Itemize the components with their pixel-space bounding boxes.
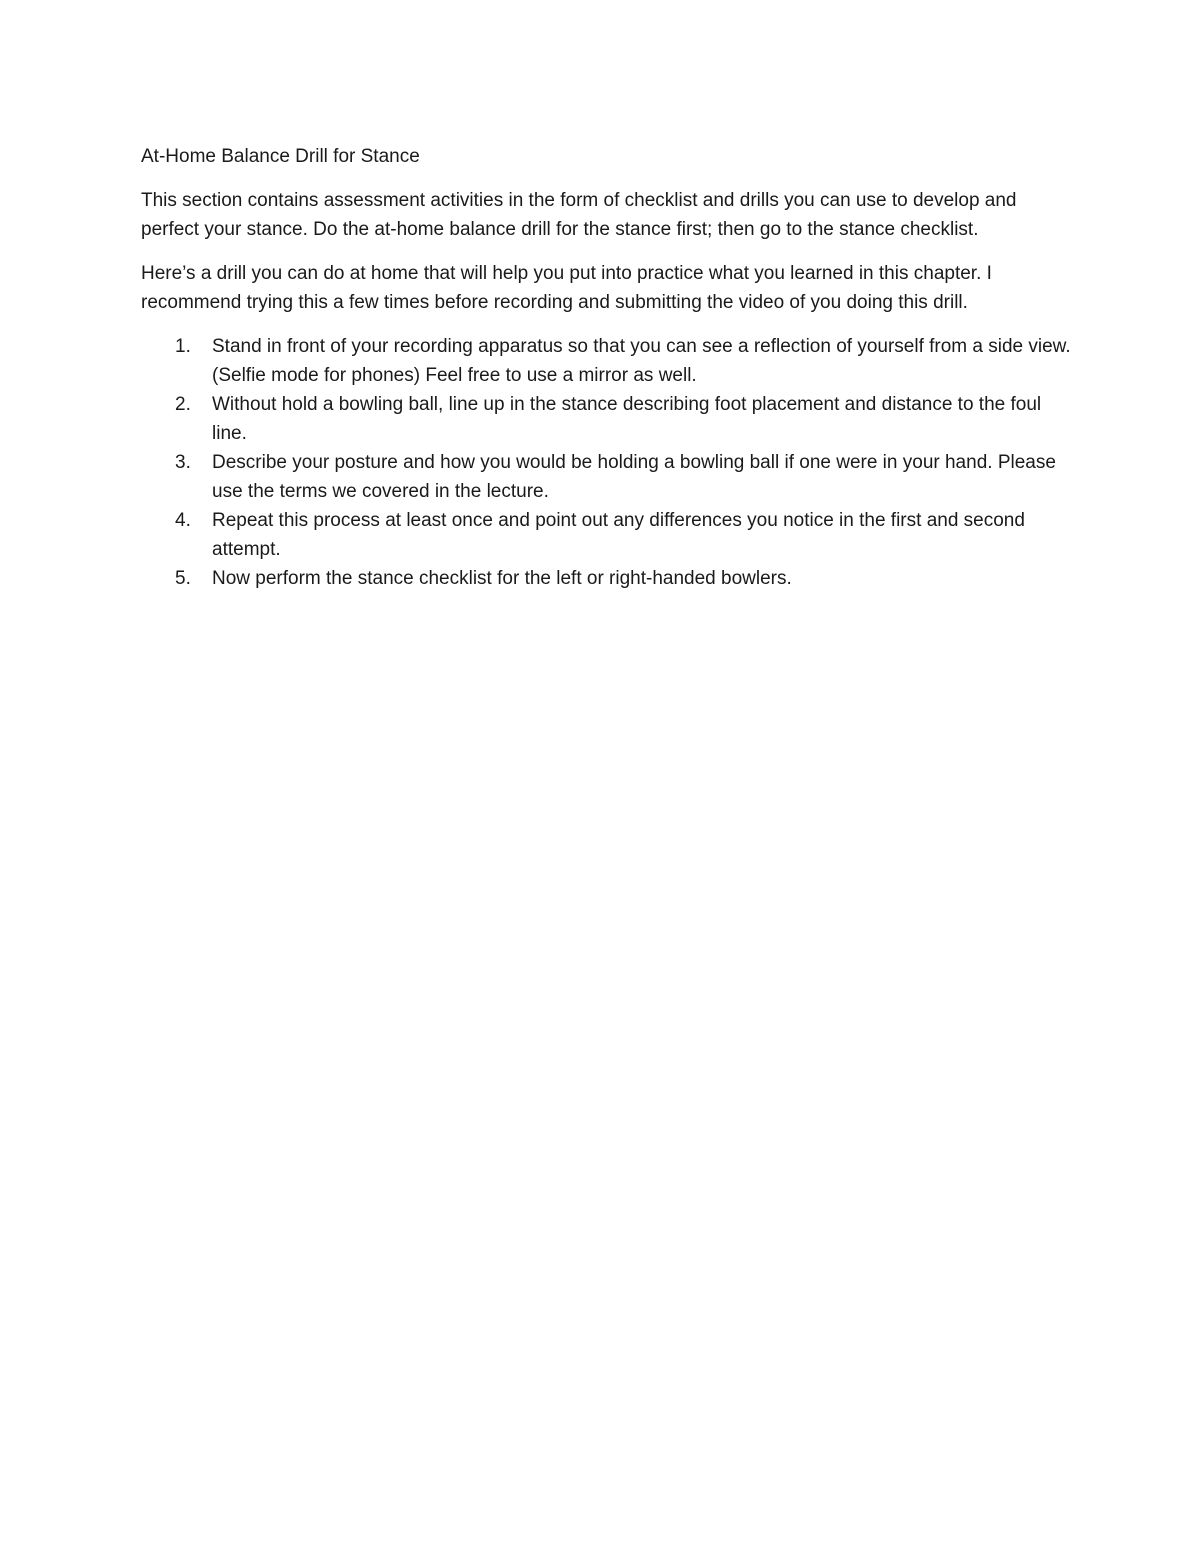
drill-intro-paragraph: Here’s a drill you can do at home that will help you put into practice what you learned in this chapter. I recommend trying this a few times before recording and submitting the video of you doing this drill. [141,263,992,313]
list-item-number: 5. [175,568,191,589]
document-body [141,142,1071,593]
document-title: At-Home Balance Drill for Stance [141,146,420,167]
list-item [141,506,1071,564]
list-item [141,448,1071,506]
list-item-text: Stand in front of your recording apparatus so that you can see a reflection of yourself from a side view. (Selfie mode for phones) Feel free to use a mirror as well. [212,336,1071,386]
list-item-number: 4. [175,510,191,531]
list-item-number: 2. [175,394,191,415]
intro-paragraph: This section contains assessment activities in the form of checklist and drills you can use to develop and perfect your stance. Do the at-home balance drill for the stance first; then go to the stance checklist. [141,190,1017,240]
list-item [141,390,1071,448]
list-item-number: 1. [175,336,191,357]
list-item-text: Repeat this process at least once and point out any differences you notice in the first and second attempt. [212,510,1025,560]
list-item-number: 3. [175,452,191,473]
drill-steps-list [141,332,1071,593]
list-item-text: Describe your posture and how you would be holding a bowling ball if one were in your hand. Please use the terms we covered in the lecture. [212,452,1056,502]
list-item-text: Now perform the stance checklist for the left or right-handed bowlers. [212,568,792,589]
list-item [141,332,1071,390]
list-item [141,564,1071,593]
list-item-text: Without hold a bowling ball, line up in the stance describing foot placement and distance to the foul line. [212,394,1042,444]
